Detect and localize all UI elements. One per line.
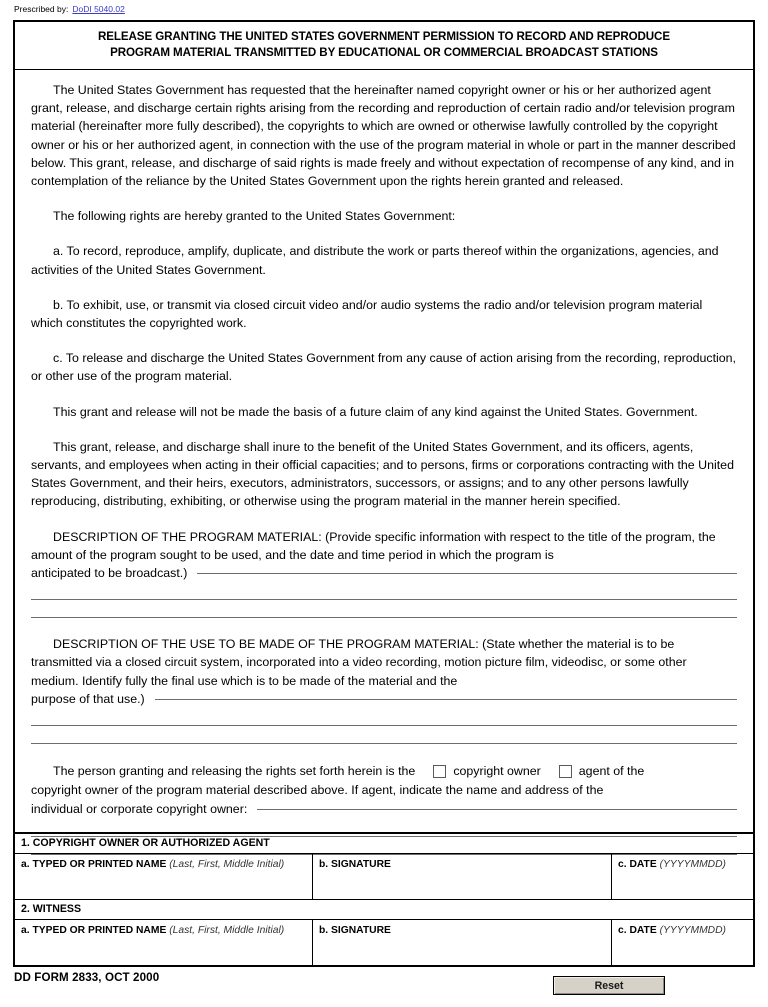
cell-signature-1[interactable]: [313, 854, 612, 899]
form-border-box: [13, 20, 755, 967]
form-number-footer: DD FORM 2833, OCT 2000: [14, 971, 160, 984]
description-program-material-heading: DESCRIPTION OF THE PROGRAM MATERIAL: (Provide specific information with respect to the title of the program, the amount of the program sought to be used, and the date and time period in which the program is: [31, 529, 716, 562]
checkbox-agent[interactable]: [559, 765, 572, 778]
cell-name-2[interactable]: [15, 920, 313, 965]
paragraph-rights-lead: The following rights are hereby granted to the United States Government:: [53, 209, 456, 224]
fill-lines-use: [31, 725, 737, 744]
fill-line-owner-1[interactable]: [257, 809, 737, 810]
paragraph-inure-benefit: This grant, release, and discharge shall inure to the benefit of the United States Government, and its officers, agents, servants, and employees when acting in their official capacities; and to persons, firms or corporations contracting with the United States Government, and their heirs, executors, administrators, successors, or assigns; and to any other persons lawfully reproducing, distributing, exhibiting, or otherwise using the program material in the manner herein specified.: [31, 439, 734, 509]
form-title-line-1: RELEASE GRANTING THE UNITED STATES GOVERNMENT PERMISSION TO RECORD AND REPRODUCE: [98, 30, 670, 43]
fill-line-use-1[interactable]: [155, 699, 737, 700]
signature-row-2: [15, 920, 753, 965]
cell-date-1-label: c. DATE: [618, 859, 657, 870]
signature-section-1-heading: 1. COPYRIGHT OWNER OR AUTHORIZED AGENT: [15, 834, 753, 854]
fill-line-use-3[interactable]: [31, 743, 737, 744]
prescribed-by-label: Prescribed by:: [14, 4, 69, 14]
paragraph-item-a: a. To record, reproduce, amplify, duplicate, and distribute the work or parts thereof within the organizations, agencies, and activities of the United States Government.: [31, 244, 719, 277]
description-use-heading: DESCRIPTION OF THE USE TO BE MADE OF THE PROGRAM MATERIAL: (State whether the material is to be transmitted via a closed circuit system, incorporated into a video recording, motion picture film, videodisc, or some other medium. Identify fully the final use which is to be made of the material and the: [31, 637, 687, 688]
cell-name-2-hint: (Last, First, Middle Initial): [169, 925, 285, 936]
cell-signature-2[interactable]: [313, 920, 612, 965]
paragraph-intro: The United States Government has requested that the hereinafter named copyright owner or his or her authorized agent grant, release, and discharge certain rights arising from the recording and reproduction of certain radio and/or television program material (hereinafter more fully described), the copyrights to which are owned or otherwise lawfully controlled by the copyright owner or his or her authorized agent, in connection with the use of the program material in whole or part in the manner described below. This grant, release, and discharge of said rights is made freely and without expectation of recompense of any kind, and in contemplation of the reliance by the United States Government upon the rights herein granted and released.: [31, 83, 736, 189]
fill-lines-program: [31, 599, 737, 618]
checkbox-copyright-owner[interactable]: [433, 765, 446, 778]
fill-line-program-1[interactable]: [197, 573, 737, 574]
description-use-tail: purpose of that use.): [31, 691, 145, 706]
paragraph-item-b: b. To exhibit, use, or transmit via closed circuit video and/or audio systems the radio and/or television program material which constitutes the copyrighted work.: [31, 297, 703, 331]
form-body: [15, 70, 753, 855]
paragraph-future-claim: This grant and release will not be made the basis of a future claim of any kind against the United States. Government.: [53, 404, 698, 419]
form-title-band: [15, 22, 753, 70]
reset-button[interactable]: Reset: [553, 976, 665, 995]
cell-name-1-hint: (Last, First, Middle Initial): [169, 859, 285, 870]
cell-name-1-label: a. TYPED OR PRINTED NAME: [21, 859, 167, 870]
fill-line-program-2[interactable]: [31, 599, 737, 600]
checkbox-agent-label: agent of the: [578, 764, 645, 779]
prescribed-by-header: [14, 4, 125, 15]
cell-date-2-hint: (YYYYMMDD): [659, 925, 726, 936]
signature-table: [15, 832, 753, 965]
granting-party-line-3: [31, 800, 737, 819]
signature-row-1: [15, 854, 753, 900]
paragraph-item-c: c. To release and discharge the United States Government from any cause of action arising from the recording, reproduction, or other use of the program material.: [31, 351, 736, 384]
description-program-material-tail: anticipated to be broadcast.): [31, 566, 188, 581]
form-title-line-2: PROGRAM MATERIAL TRANSMITTED BY EDUCATIONAL OR COMMERCIAL BROADCAST STATIONS: [110, 46, 658, 59]
cell-date-2-label: c. DATE: [618, 925, 657, 936]
fill-line-use-2[interactable]: [31, 725, 737, 726]
description-program-material-first-line: [31, 564, 737, 582]
cell-name-2-label: a. TYPED OR PRINTED NAME: [21, 925, 167, 936]
granting-party-line-2: copyright owner of the program material described above. If agent, indicate the name and address of the: [31, 783, 604, 798]
individual-owner-label: individual or corporate copyright owner:: [31, 802, 248, 817]
cell-name-1[interactable]: [15, 854, 313, 899]
cell-date-1-hint: (YYYYMMDD): [659, 859, 726, 870]
checkbox-copyright-owner-label: copyright owner: [453, 764, 541, 779]
cell-signature-1-label: b. SIGNATURE: [319, 859, 391, 870]
cell-signature-2-label: b. SIGNATURE: [319, 925, 391, 936]
cell-date-2[interactable]: [612, 920, 753, 965]
granting-party-text: The person granting and releasing the rights set forth herein is the: [53, 764, 416, 779]
cell-date-1[interactable]: [612, 854, 753, 899]
description-use-first-line: [31, 690, 737, 708]
dodi-reference-link[interactable]: DoDI 5040.02: [72, 4, 125, 14]
signature-section-2-heading: 2. WITNESS: [15, 900, 753, 920]
fill-line-program-3[interactable]: [31, 617, 737, 618]
granting-party-line-1: [31, 762, 737, 781]
